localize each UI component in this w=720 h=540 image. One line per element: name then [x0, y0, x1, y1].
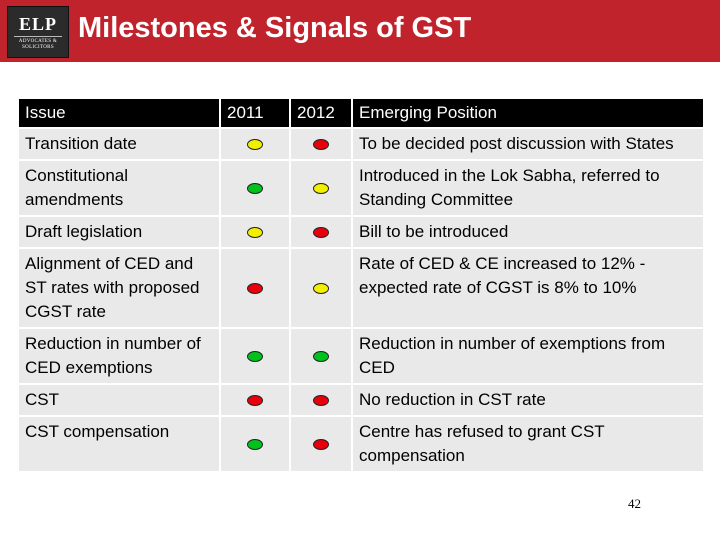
signal-light-icon — [313, 283, 329, 294]
signal-cell-2012 — [290, 328, 352, 384]
emerging-position-cell: Reduction in number of exemptions from CED — [352, 328, 704, 384]
table-row — [18, 216, 704, 248]
signal-light-icon — [247, 351, 263, 362]
column-header-2011: 2011 — [220, 98, 290, 128]
slide-title: Milestones & Signals of GST — [78, 12, 472, 44]
table-row — [18, 160, 704, 216]
signal-light-icon — [313, 351, 329, 362]
table-row — [18, 128, 704, 160]
signal-cell-2011 — [220, 416, 290, 472]
issue-cell: Constitutional amendments — [18, 160, 220, 216]
column-header-issue: Issue — [18, 98, 220, 128]
column-header-emerging-position: Emerging Position — [352, 98, 704, 128]
signal-light-icon — [247, 439, 263, 450]
column-header-2012: 2012 — [290, 98, 352, 128]
signal-light-icon — [313, 395, 329, 406]
signal-light-icon — [247, 139, 263, 150]
signal-light-icon — [247, 227, 263, 238]
title-banner — [0, 0, 720, 62]
signal-cell-2011 — [220, 216, 290, 248]
logo-subtext: ADVOCATES & SOLICITORS — [18, 39, 58, 50]
firm-logo — [7, 6, 69, 58]
issue-cell: Alignment of CED and ST rates with proposed CGST rate — [18, 248, 220, 328]
signal-cell-2012 — [290, 216, 352, 248]
milestones-table — [17, 97, 705, 473]
issue-cell: Reduction in number of CED exemptions — [18, 328, 220, 384]
logo-divider — [14, 36, 62, 37]
emerging-position-cell: No reduction in CST rate — [352, 384, 704, 416]
issue-cell: Transition date — [18, 128, 220, 160]
table-row — [18, 384, 704, 416]
table-row — [18, 328, 704, 384]
signal-light-icon — [313, 439, 329, 450]
signal-cell-2011 — [220, 128, 290, 160]
signal-cell-2012 — [290, 248, 352, 328]
table-header-row — [18, 98, 704, 128]
signal-cell-2012 — [290, 384, 352, 416]
emerging-position-cell: To be decided post discussion with States — [352, 128, 704, 160]
issue-cell: Draft legislation — [18, 216, 220, 248]
signal-light-icon — [313, 139, 329, 150]
emerging-position-cell: Rate of CED & CE increased to 12% - expected rate of CGST is 8% to 10% — [352, 248, 704, 328]
signal-light-icon — [313, 183, 329, 194]
signal-cell-2012 — [290, 128, 352, 160]
issue-cell: CST compensation — [18, 416, 220, 472]
logo-text: ELP — [18, 14, 57, 34]
signal-cell-2011 — [220, 328, 290, 384]
emerging-position-cell: Bill to be introduced — [352, 216, 704, 248]
signal-cell-2011 — [220, 248, 290, 328]
issue-cell: CST — [18, 384, 220, 416]
signal-cell-2012 — [290, 416, 352, 472]
signal-cell-2011 — [220, 160, 290, 216]
signal-cell-2011 — [220, 384, 290, 416]
signal-light-icon — [247, 283, 263, 294]
signal-light-icon — [313, 227, 329, 238]
emerging-position-cell: Introduced in the Lok Sabha, referred to Standing Committee — [352, 160, 704, 216]
signal-light-icon — [247, 395, 263, 406]
signal-cell-2012 — [290, 160, 352, 216]
table-row — [18, 248, 704, 328]
signal-light-icon — [247, 183, 263, 194]
page-number: 42 — [628, 496, 641, 511]
table-row — [18, 416, 704, 472]
emerging-position-cell: Centre has refused to grant CST compensation — [352, 416, 704, 472]
